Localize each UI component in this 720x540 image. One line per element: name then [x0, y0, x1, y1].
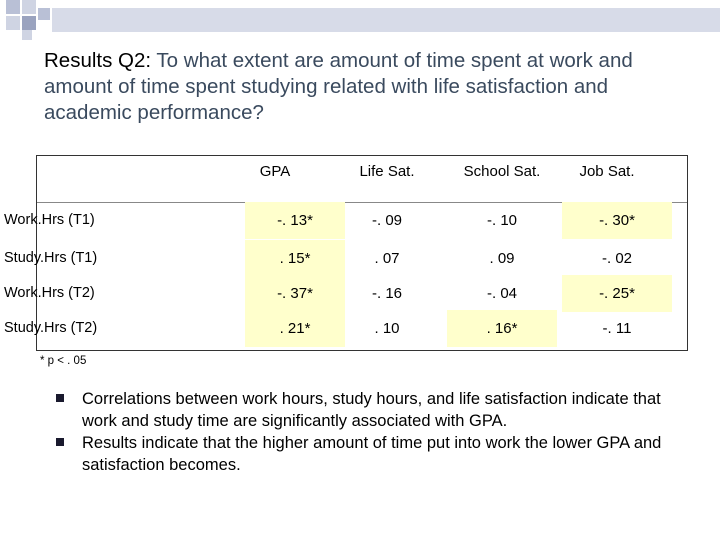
slide-header-decoration	[0, 0, 720, 40]
title-lead: Results Q2:	[44, 49, 152, 72]
significant-correlation-cell: . 21*	[245, 310, 345, 347]
title-question: To what extent are amount of time spent at work and amount of time spent studying related with life satisfaction and academic performance?	[44, 49, 633, 124]
square-bullet-icon	[56, 438, 64, 446]
column-header: GPA	[259, 163, 291, 180]
bullet-text: Correlations between work hours, study hours, and life satisfaction indicate that work and study time are significantly associated with GPA.	[82, 390, 661, 430]
significant-correlation-cell: -. 13*	[245, 202, 345, 239]
correlation-cell: -. 02	[601, 250, 632, 267]
column-header: Life Sat.	[359, 163, 415, 180]
bullet-text: Results indicate that the higher amount of time put into work the lower GPA and satisfaction becomes.	[82, 434, 662, 474]
row-label: Work.Hrs (T1)	[4, 212, 95, 228]
bullet-item	[56, 388, 666, 432]
significant-correlation-cell: . 15*	[245, 240, 345, 277]
row-label: Work.Hrs (T2)	[4, 285, 95, 301]
significant-correlation-cell: -. 37*	[245, 275, 345, 312]
correlation-cell: -. 09	[371, 212, 402, 229]
significant-correlation-cell: . 16*	[447, 310, 557, 347]
correlation-cell: -. 10	[486, 212, 517, 229]
row-label: Study.Hrs (T1)	[4, 250, 98, 266]
significant-correlation-cell: -. 30*	[562, 202, 672, 239]
correlation-cell: -. 04	[486, 285, 517, 302]
bullet-item	[56, 432, 666, 476]
table-row	[4, 202, 687, 239]
correlation-table	[4, 155, 688, 351]
table-row	[4, 310, 687, 347]
table-footnote: * p < . 05	[40, 355, 87, 367]
correlation-cell: . 10	[374, 320, 400, 337]
row-label: Study.Hrs (T2)	[4, 320, 98, 336]
slide-title	[44, 48, 684, 126]
bullet-list	[56, 388, 666, 476]
correlation-cell: -. 16	[371, 285, 402, 302]
column-header: School Sat.	[463, 163, 541, 180]
table-row	[4, 240, 687, 277]
correlation-cell: . 09	[489, 250, 515, 267]
significant-correlation-cell: -. 25*	[562, 275, 672, 312]
square-bullet-icon	[56, 394, 64, 402]
correlation-cell: . 07	[374, 250, 400, 267]
correlation-cell: -. 11	[602, 320, 632, 337]
column-header: Job Sat.	[579, 163, 635, 180]
table-row	[4, 275, 687, 312]
